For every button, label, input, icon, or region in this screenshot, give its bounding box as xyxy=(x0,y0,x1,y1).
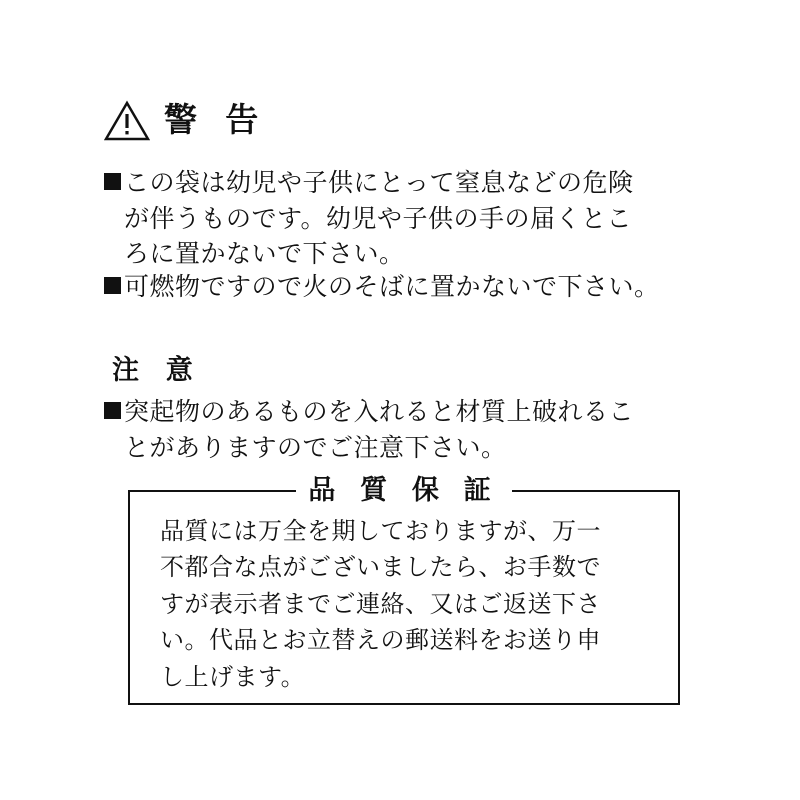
caution-item-1 xyxy=(104,395,734,466)
warning-triangle-icon xyxy=(104,100,150,142)
caution-title: 注 意 xyxy=(112,355,203,385)
warning-item-1-text-1: この袋は幼児や子供にとって窒息などの危険 xyxy=(124,170,634,197)
guarantee-line-1: 品質には万全を期しておりますが、万一 xyxy=(160,519,601,545)
guarantee-body xyxy=(160,514,660,696)
square-bullet-icon xyxy=(104,402,121,419)
caution-item-1-line-1 xyxy=(104,395,734,431)
warning-title: 警 告 xyxy=(164,102,269,139)
caution-item-1-line-2: とがありますのでご注意下さい。 xyxy=(124,434,507,462)
guarantee-title-wrap xyxy=(128,472,680,508)
guarantee-line-5: し上げます。 xyxy=(160,664,306,691)
guarantee-line-2: 不都合な点がございましたら、お手数で xyxy=(160,555,601,582)
warning-item-2 xyxy=(104,270,734,306)
square-bullet-icon xyxy=(104,277,121,294)
guarantee-line-4: い。代品とお立替えの郵送料をお送り申 xyxy=(160,628,601,655)
square-bullet-icon xyxy=(104,173,121,190)
caution-item-1-text-1: 突起物のあるものを入れると材質上破れるこ xyxy=(124,399,635,426)
warning-item-2-line-1 xyxy=(104,270,734,306)
warning-item-1-line-1 xyxy=(104,166,734,202)
warning-item-2-text-1: 可燃物ですので火のそばに置かないで下さい。 xyxy=(124,274,660,301)
warning-item-1-line-2: が伴うものです。幼児や子供の手の届くとこ xyxy=(124,205,633,233)
warning-header xyxy=(104,100,268,142)
warning-item-1-line-3: ろに置かないで下さい。 xyxy=(124,241,405,268)
guarantee-line-3: すが表示者までご連絡、又はご返送下さ xyxy=(160,591,601,618)
guarantee-title: 品 質 保 証 xyxy=(296,472,511,508)
warning-item-1 xyxy=(104,166,734,273)
